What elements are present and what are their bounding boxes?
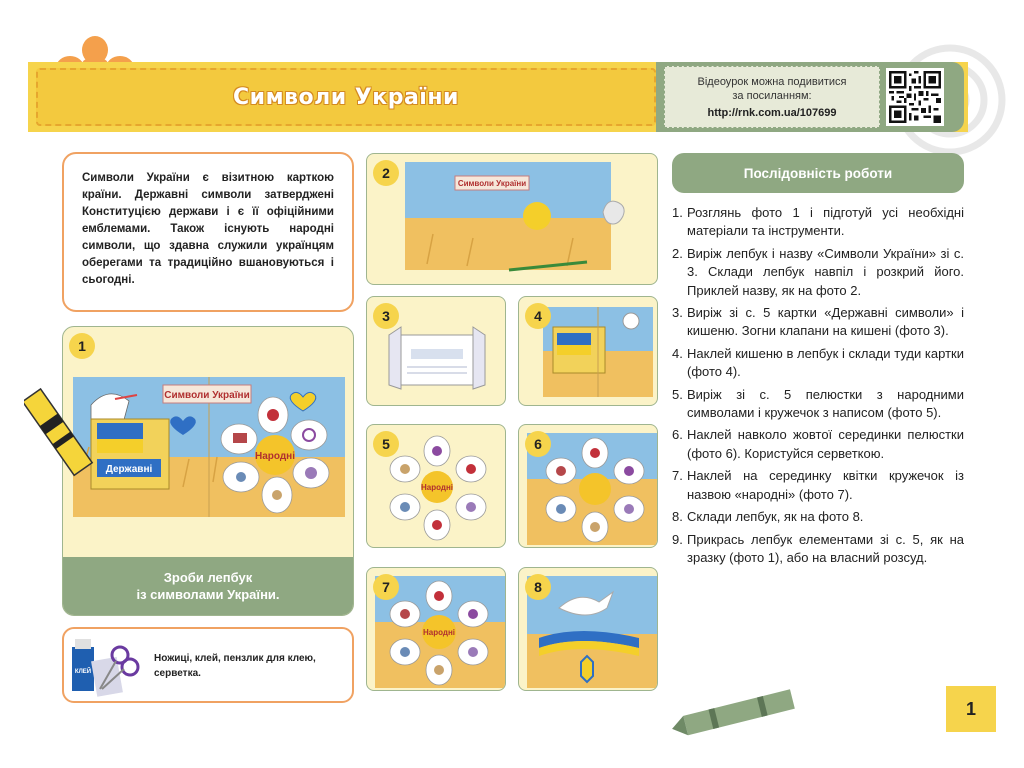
step-text: Виріж зі с. 5 пелюстки з народними символами і кружечок з написом (фото 5).	[687, 386, 964, 421]
step-text: Прикрась лепбук елементами зі с. 5, як на зразку (фото 1), або на власний розсуд.	[687, 531, 964, 565]
photo-1-frame	[62, 326, 354, 616]
photo-1-pocket-text: Державні	[105, 464, 153, 475]
caption-line1: Зроби лепбук	[163, 570, 253, 585]
photo-4-frame	[518, 296, 658, 406]
lapbook-finished-illustration	[63, 327, 354, 559]
step-number: 1.	[672, 205, 683, 220]
video-lesson-info	[664, 66, 880, 128]
materials-text: Ножиці, клей, пензлик для клею, серветка.	[154, 653, 316, 679]
list-item	[672, 467, 964, 504]
intro-text: Символи України є візитною карткою країни. Державні символи затверджені Конституцією держави і є її офіційними емблемами. Також існують народні символи, що здавна служили українцям оберегами та традиційно вшановуються і сьогодні.	[82, 172, 334, 286]
step-text: Наклей кишеню в лепбук і склади туди картки (фото 4).	[687, 345, 964, 380]
photo-3-number: 3	[373, 303, 399, 329]
step-text: Виріж лепбук і назву «Символи України» зі с. 3. Склади лепбук навпіл і розкрий його. Приклей назву, як на фото 2.	[687, 245, 964, 298]
page-number: 1	[946, 686, 996, 732]
scissors-glue-icon	[66, 633, 140, 699]
video-text-line1: Відеоурок можна подивитися	[697, 76, 847, 88]
photo-1-banner-text: Символи України	[164, 390, 250, 401]
photo-8-frame	[518, 567, 658, 691]
photo-5-number: 5	[373, 431, 399, 457]
step-number: 7.	[672, 468, 683, 484]
video-text-line2: за посиланням:	[732, 90, 812, 102]
list-item	[672, 304, 964, 341]
step-number: 8.	[672, 509, 683, 525]
photo-6-frame	[518, 424, 658, 548]
qr-code-icon[interactable]	[886, 68, 944, 126]
photo-6-number: 6	[525, 431, 551, 457]
step-text: Склади лепбук, як на фото 8.	[687, 509, 864, 525]
photo-5-center-text: Народні	[420, 483, 454, 492]
step-text: Наклей навколо жовтої серединки пелюстки (фото 6). Користуйся серветкою.	[687, 427, 964, 461]
step-text: Розглянь фото 1 і підготуй усі необхідні матеріали та інструменти.	[687, 205, 964, 239]
step-text: Наклей на серединку квітки кружечок із назвою «народні» (фото 7).	[687, 468, 964, 502]
steps-header: Послідовність роботи	[672, 153, 964, 193]
page-title: Символи України	[233, 84, 459, 110]
list-item	[672, 508, 964, 526]
photo-7-frame	[366, 567, 506, 691]
list-item	[672, 426, 964, 463]
lapbook-title-illustration	[367, 154, 658, 285]
video-url-link[interactable]: http://rnk.com.ua/107699	[707, 107, 837, 119]
step-number: 9.	[672, 531, 683, 547]
caption-line2: із символами України.	[136, 587, 280, 602]
photo-1-number: 1	[69, 333, 95, 359]
step-number: 3.	[672, 305, 683, 321]
photo-8-number: 8	[525, 574, 551, 600]
step-number: 2.	[672, 245, 683, 261]
photo-2-number: 2	[373, 160, 399, 186]
steps-list	[672, 204, 964, 571]
header-title-box	[36, 68, 656, 126]
step-text: Виріж зі с. 5 картки «Державні символи» і кишеню. Зогни клапани на кишені (фото 3).	[687, 305, 964, 339]
photo-2-banner-text: Символи України	[457, 179, 527, 188]
glue-label-text: КЛЕЙ	[74, 669, 92, 675]
list-item	[672, 531, 964, 568]
crayon-decoration-icon	[670, 686, 810, 738]
intro-box	[62, 152, 354, 312]
photo-1-caption	[63, 557, 353, 615]
pencil-decoration-icon	[24, 376, 94, 486]
photo-7-number: 7	[373, 574, 399, 600]
photo-7-center-text: Народні	[422, 628, 456, 637]
photo-5-frame	[366, 424, 506, 548]
photo-4-number: 4	[525, 303, 551, 329]
step-number: 6.	[672, 427, 683, 443]
list-item	[672, 245, 964, 300]
photo-2-frame	[366, 153, 658, 285]
list-item	[672, 345, 964, 382]
photo-1-center-text: Народні	[254, 451, 296, 462]
photo-3-frame	[366, 296, 506, 406]
list-item	[672, 386, 964, 423]
step-number: 4.	[672, 345, 683, 361]
list-item	[672, 204, 964, 241]
step-number: 5.	[672, 386, 683, 402]
